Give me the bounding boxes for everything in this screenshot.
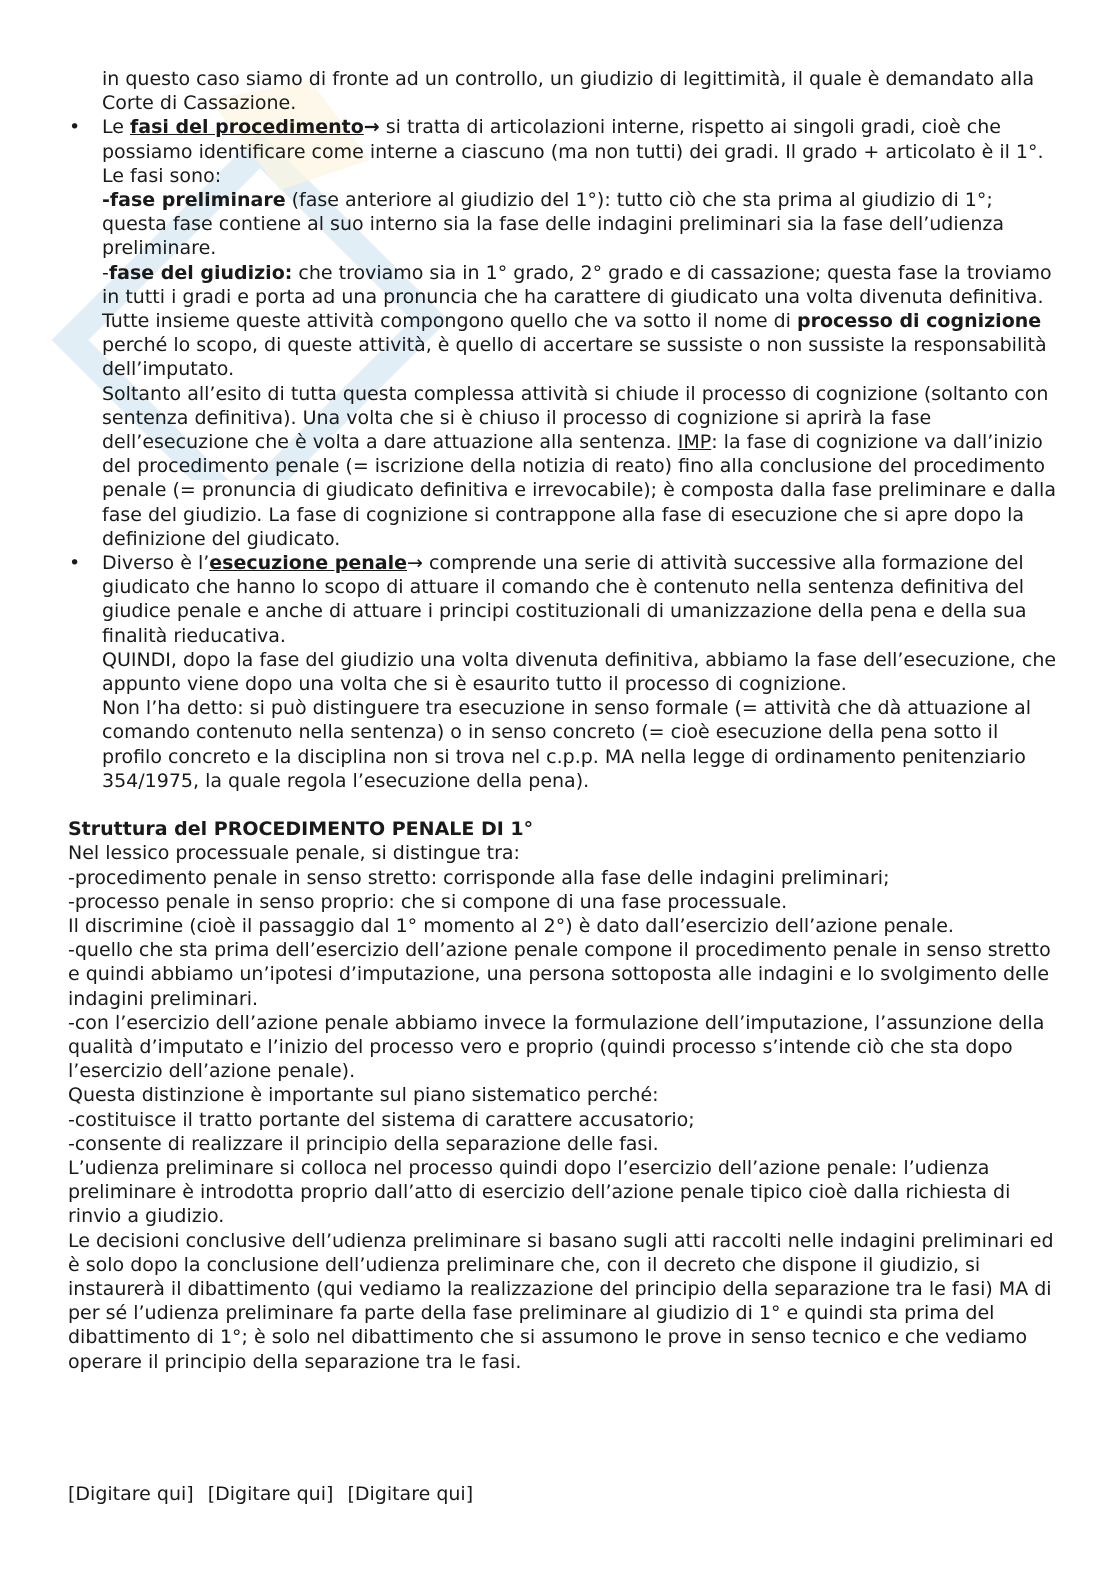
esito-paragraph: Soltanto all’esito di tutta questa complessa attività si chiude il processo di cognizione (soltanto con sentenza definitiva). Una volta che si è chiuso il processo di cognizione si aprirà la fase dell’esecuzione che è volta a dare attuazione alla sentenza. IMP: la fase di cognizione va dall’inizio del procedimento penale (= iscrizione della notizia di reato) fino alla conclusione del procedimento penale (= pronuncia di giudicato definitiva e irrevocabile); è composta dalla fase preliminare e dalla fase del giudizio. La fase di cognizione si contrappone alla fase di esecuzione che si apre dopo la definizione del giudicato. (102, 382, 1056, 550)
document-page (68, 67, 1058, 1374)
section-paragraph: -quello che sta prima dell’esercizio dell’azione penale compone il procedimento penale in senso stretto e quindi abbiamo un’ipotesi d’imputazione, una persona sottoposta alle indagini e lo svolgimento delle indagini preliminari. (68, 939, 1051, 1010)
section-paragraph: Il discrimine (cioè il passaggio dal 1° momento al 2°) è dato dall’esercizio dell’azione penale. (68, 914, 954, 937)
section-paragraph: Nel lessico processuale penale, si distingue tra: (68, 842, 520, 865)
footer-placeholder-left[interactable]: [Digitare qui] (68, 1483, 194, 1505)
page-footer (68, 1482, 481, 1506)
section-paragraph: -con l’esercizio dell’azione penale abbiamo invece la formulazione dell’imputazione, l’assunzione della qualità d’imputato e l’inizio del processo vero e proprio (quindi processo s’intende ciò che sta dopo l’esercizio dell’azione penale). (68, 1011, 1045, 1083)
bullet-icon: • (69, 116, 81, 139)
arrow-icon: → (407, 552, 423, 575)
section-paragraph: -processo penale in senso proprio: che si compone di una fase processuale. (68, 890, 788, 913)
term-esecuzione-penale: esecuzione penale (209, 552, 408, 575)
section-heading: Struttura del PROCEDIMENTO PENALE DI 1° (68, 818, 534, 841)
section-paragraph: L’udienza preliminare si colloca nel processo quindi dopo l’esercizio dell’azione penale: l’udienza preliminare è introdotta proprio dall’atto di esercizio dell’azione penale tipico cioè dalla richiesta di rinvio a giudizio. (68, 1156, 1011, 1228)
section-paragraph: -procedimento penale in senso stretto: corrisponde alla fase delle indagini preliminari; (68, 866, 890, 889)
bullet-item-esecuzione (68, 551, 1058, 793)
paragraph-intro: in questo caso siamo di fronte ad un controllo, un giudizio di legittimità, il quale è demandato alla Corte di Cassazione. (102, 68, 1035, 115)
non-lha-detto-paragraph: Non l’ha detto: si può distinguere tra esecuzione in senso formale (= attività che dà attuazione al comando contenuto nella sentenza) o in senso concreto (= cioè esecuzione della pena sotto il profilo concreto e la disciplina non si trova nel c.p.p. MA nella legge di ordinamento penitenziario 354/1975, la quale regola l’esecuzione della pena). (102, 697, 1032, 792)
section-paragraph: Le decisioni conclusive dell’udienza preliminare si basano sugli atti raccolti nelle indagini preliminari ed è solo dopo la conclusione dell’udienza preliminare che, con il decreto che dispone il giudizio, si instaurerà il dibattimento (qui vediamo la realizzazione del principio della separazione tra le fasi) MA di per sé l’udienza preliminare fa parte della fase preliminare al giudizio di 1° e quindi sta prima del dibattimento di 1°; è solo nel dibattimento che si assumono le prove in senso tecnico e che vediamo operare il principio della separazione tra le fasi. (68, 1229, 1054, 1373)
arrow-icon: → (363, 116, 380, 139)
bullet-item-fasi (68, 115, 1058, 551)
bullet-icon: • (69, 552, 81, 575)
quindi-paragraph: QUINDI, dopo la fase del giudizio una volta divenuta definitiva, abbiamo la fase dell’esecuzione, che appunto viene dopo una volta che si è esaurito tutto il processo di cognizione. (102, 648, 1057, 696)
processo-cognizione-paragraph: Tutte insieme queste attività compongono quello che va sotto il nome di processo di cognizione perché lo scopo, di queste attività, è quello di accertare se sussiste o non sussiste la responsabilità dell’imputato. (102, 310, 1047, 381)
fase-preliminare-paragraph: -fase preliminare (fase anteriore al giudizio del 1°): tutto ciò che sta prima al giudizio di 1°; questa fase contiene al suo interno sia la fase delle indagini preliminari sia la fase dell’udienza preliminare. (102, 189, 1004, 260)
section-paragraph: -costituisce il tratto portante del sistema di carattere accusatorio; (68, 1108, 695, 1131)
footer-placeholder-right[interactable]: [Digitare qui] (347, 1483, 474, 1505)
footer-placeholder-center[interactable]: [Digitare qui] (207, 1483, 334, 1505)
esecuzione-paragraph: Diverso è l’esecuzione penale→ comprende una serie di attività successive alla formazione del giudicato che hanno lo scopo di attuare il comando che è contenuto nella sentenza definitiva del giudice penale e anche di attuare i principi costituzionali di umanizzazione della pena e della sua finalità rieducativa. (102, 552, 1027, 647)
imp-label: IMP (677, 431, 712, 454)
term-fasi-procedimento: fasi del procedimento (129, 116, 364, 139)
section-paragraph: Questa distinzione è importante sul piano sistematico perché: (68, 1084, 659, 1107)
section-paragraph: -consente di realizzare il principio della separazione delle fasi. (68, 1132, 659, 1155)
fasi-paragraph: Le fasi del procedimento→ si tratta di articolazioni interne, rispetto ai singoli gradi, cioè che possiamo identificare come interne a ciascuno (ma non tutti) dei gradi. Il grado + articolato è il 1°. Le fasi sono: (102, 116, 1044, 187)
fase-giudizio-paragraph: -fase del giudizio: che troviamo sia in 1° grado, 2° grado e di cassazione; questa fase la troviamo in tutti i gradi e porta ad una pronuncia che ha carattere di giudicato una volta divenuta definitiva. (102, 261, 1052, 308)
